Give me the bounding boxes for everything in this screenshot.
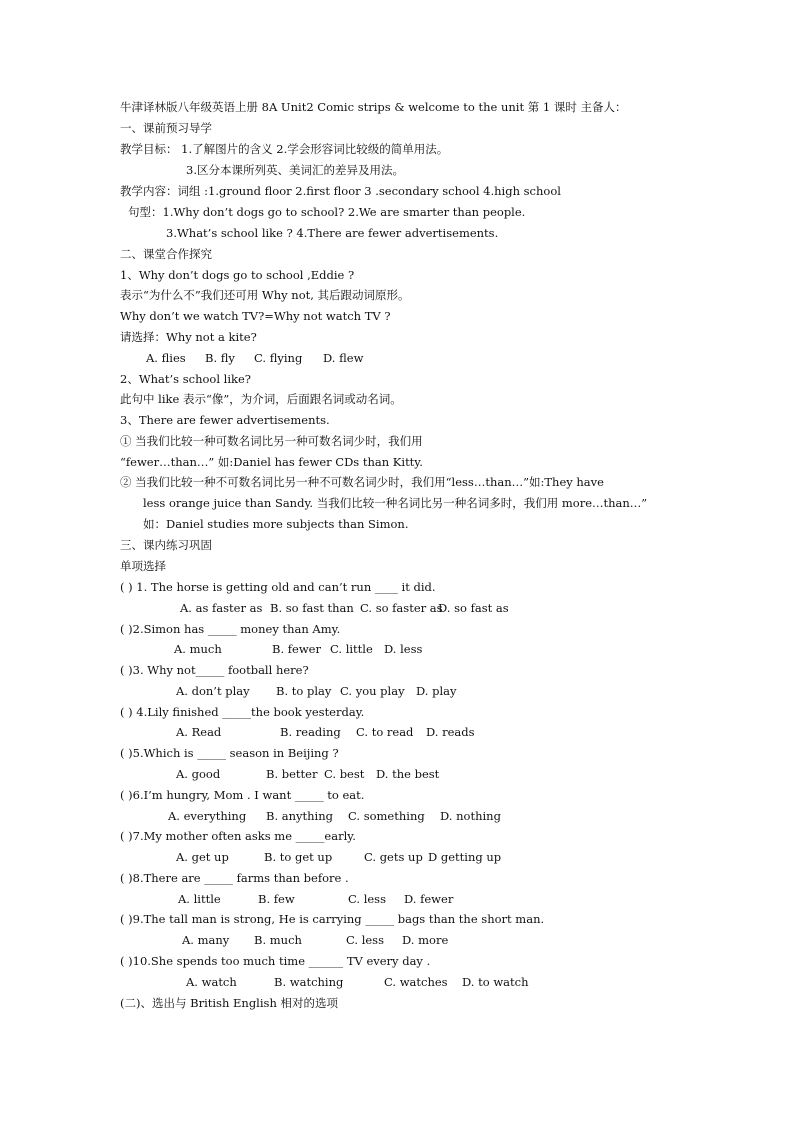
point3-item1b: “fewer…than…” 如:Daniel has fewer CDs than Kitty. <box>120 455 423 469</box>
option: A. good <box>176 767 221 781</box>
option: C. little <box>330 642 373 656</box>
option: B. so fast than <box>270 601 354 615</box>
option: B. to get up <box>264 850 333 864</box>
point3-item1: ① 当我们比较一种可数名词比另一种可数名词少时，我们用 <box>120 434 423 448</box>
question-9: ( )9.The tall man is strong, He is carrying _____ bags than the short man. <box>120 912 545 926</box>
question-5: ( )5.Which is _____ season in Beijing ? <box>120 746 339 760</box>
option: A. get up <box>176 850 229 864</box>
option: D. more <box>402 933 449 947</box>
section3-title: 三、课内练习巩固 <box>120 538 212 552</box>
option: C. gets up <box>364 850 423 864</box>
option: C. you play <box>340 684 405 698</box>
option: C. less <box>346 933 384 947</box>
option: B. few <box>258 892 295 906</box>
section3-subtitle: 单项选择 <box>120 559 166 573</box>
point3-title: 3、There are fewer advertisements. <box>120 413 330 427</box>
option: C. less <box>348 892 386 906</box>
question-10: ( )10.She spends too much time ______ TV every day . <box>120 954 431 968</box>
option: B. to play <box>276 684 332 698</box>
question-2: ( )2.Simon has _____ money than Amy. <box>120 622 341 636</box>
teaching-goals-line2: 3.区分本课所列英、美词汇的差异及用法。 <box>186 163 404 177</box>
point2-note: 此句中 like 表示“像”，为介词，后面跟名词或动名词。 <box>120 392 402 406</box>
option: D. play <box>416 684 457 698</box>
option: B. reading <box>280 725 341 739</box>
header-line: 牛津译林版八年级英语上册 8A Unit2 Comic strips & welcome to the unit 第 1 课时 主备人： <box>120 100 627 114</box>
option: B. fly <box>205 351 235 365</box>
point1-example: Why don’t we watch TV?=Why not watch TV ? <box>120 309 391 323</box>
option: B. much <box>254 933 302 947</box>
option: A. much <box>174 642 222 656</box>
teaching-content: 教学内容：词组 :1.ground floor 2.first floor 3 .secondary school 4.high school <box>120 184 561 198</box>
option: D. less <box>384 642 423 656</box>
option: A. everything <box>168 809 247 823</box>
question-8: ( )8.There are _____ farms than before . <box>120 871 349 885</box>
option: D. so fast as <box>438 601 509 615</box>
option: D. reads <box>426 725 475 739</box>
option: D. fewer <box>404 892 454 906</box>
option: D. nothing <box>440 809 501 823</box>
option: A. many <box>182 933 230 947</box>
point1-choose: 请选择：Why not a kite? <box>120 330 257 344</box>
option: C. something <box>348 809 425 823</box>
option: D getting up <box>428 850 502 864</box>
question-7: ( )7.My mother often asks me _____early. <box>120 829 356 843</box>
sentence-patterns-line2: 3.What’s school like ? 4.There are fewer advertisements. <box>166 226 499 240</box>
option: B. better <box>266 767 318 781</box>
section3-part2-title: (二)、选出与 British English 相对的选项 <box>120 996 338 1010</box>
option: D. to watch <box>462 975 529 989</box>
point1-title: 1、Why don’t dogs go to school ,Eddie ? <box>120 268 355 282</box>
point3-item2: ② 当我们比较一种不可数名词比另一种不可数名词少时，我们用“less…than…”如:They have <box>120 475 604 489</box>
section2-title: 二、课堂合作探究 <box>120 247 212 261</box>
option: C. flying <box>254 351 303 365</box>
option: D. the best <box>376 767 440 781</box>
question-6: ( )6.I’m hungry, Mom . I want _____ to eat. <box>120 788 365 802</box>
option: A. as faster as <box>180 601 263 615</box>
point3-item2c: 如：Daniel studies more subjects than Simon. <box>143 517 409 531</box>
option: A. little <box>178 892 221 906</box>
option: A. Read <box>176 725 222 739</box>
option: C. watches <box>384 975 448 989</box>
question-4: ( ) 4.Lily finished _____the book yesterday. <box>120 705 365 719</box>
option: C. to read <box>356 725 414 739</box>
teaching-goals: 教学目标： 1.了解图片的含义 2.学会形容词比较级的简单用法。 <box>120 142 449 156</box>
option: B. watching <box>274 975 344 989</box>
sentence-patterns: 句型：1.Why don’t dogs go to school? 2.We are smarter than people. <box>128 205 526 219</box>
option: A. watch <box>186 975 237 989</box>
option: B. anything <box>266 809 333 823</box>
point3-item2b: less orange juice than Sandy. 当我们比较一种名词比另一种名词多时，我们用 more…than…” <box>143 496 648 510</box>
question-3: ( )3. Why not_____ football here? <box>120 663 309 677</box>
section1-title: 一、课前预习导学 <box>120 121 212 135</box>
option: A. flies <box>146 351 186 365</box>
option: C. so faster as <box>360 601 443 615</box>
option: B. fewer <box>272 642 321 656</box>
option: A. don’t play <box>176 684 250 698</box>
point2-title: 2、What’s school like? <box>120 372 251 386</box>
point1-note: 表示“为什么不”我们还可用 Why not, 其后跟动词原形。 <box>120 288 410 302</box>
option: C. best <box>324 767 365 781</box>
question-1: ( ) 1. The horse is getting old and can’t run ____ it did. <box>120 580 436 594</box>
option: D. flew <box>323 351 364 365</box>
